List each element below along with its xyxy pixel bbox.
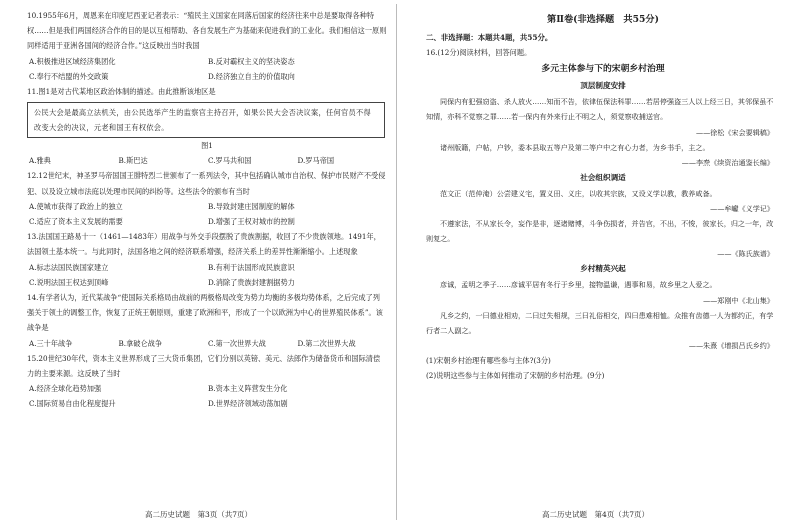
- option-c: C.说明法国王权达到顶峰: [29, 277, 109, 287]
- options-row: [27, 153, 387, 168]
- option-b: B.导致封建庄园制度的解体: [208, 201, 295, 211]
- options-row: [27, 54, 387, 69]
- option-d: D.第二次世界大战: [297, 338, 356, 348]
- option-c: C.奉行不结盟的外交政策: [29, 71, 109, 81]
- option-d: D.世界经济领域动荡加剧: [208, 399, 288, 409]
- question-16-intro: 16.(12分)阅读材料，回答问题。: [426, 48, 532, 57]
- option-b: B.拿破仑战争: [118, 338, 163, 348]
- options-row: [27, 199, 387, 214]
- question-15: [27, 351, 387, 412]
- question-11: [27, 84, 387, 168]
- material-text: 同保内有犯强窃盗、杀人放火……知而不告，依律伍保法科罪……若居停强盗三人以上经三日，其邻保虽不知情，亦科不觉察之罪……若一保内有外来行止不明之人，须觉察收捕送官。: [426, 97, 774, 122]
- material-title: 多元主体参与下的宋朝乡村治理: [541, 64, 665, 75]
- material-source: ——牟巘《义学记》: [710, 204, 774, 214]
- section-heading: 二、非选择题：本题共4题，共55分。: [426, 33, 553, 42]
- option-b: B.反对霸权主义的坚决姿态: [208, 56, 295, 66]
- option-a: A.经济全球化趋势加强: [29, 384, 102, 394]
- block-subtitle: 乡村精英兴起: [580, 264, 626, 274]
- figure-label: 图1: [201, 141, 213, 151]
- page-footer: 高二历史试题 第3页（共7页）: [144, 510, 253, 519]
- block-social-org: [426, 170, 780, 262]
- options-row: [27, 260, 387, 275]
- options-row: [27, 336, 387, 351]
- options-row: [27, 396, 387, 411]
- material-text: 凡乡之约，一曰德业相劝，二曰过失相规，三曰礼俗相交，四曰患难相恤。众推有齿德一人为都约正，有学行者二人副之。: [426, 310, 774, 335]
- option-b: B.资本主义阵营发生分化: [208, 384, 288, 394]
- option-c: C.罗马共和国: [208, 156, 252, 166]
- option-c: C.国际贸易自由化程度提升: [29, 399, 116, 409]
- sub-question-1: (1)宋朝乡村治理有哪些参与主体?(3分): [426, 356, 551, 366]
- options-row: [27, 69, 387, 84]
- block-subtitle: 顶层制度安排: [580, 81, 626, 91]
- material-text: 彦诚，孟明之季子……彦诚平居有冬行于乡里，接物温谦，遇事和易，故乡里之人爱之。: [440, 280, 717, 290]
- option-d: D.消除了贵族封建割据势力: [208, 277, 295, 287]
- page-footer: 高二历史试题 第4页（共7页）: [541, 510, 650, 519]
- option-d: D.增强了王权对城市的控制: [208, 217, 295, 227]
- question-stem: 12.12世纪末，神圣罗马帝国国王腓特烈二世颁布了一系列法令，其中包括确认城市自治权、保护市民财产不受侵犯、以及设立城市法庭以处理市民间的纠纷等。这些法令的颁布有当时: [27, 171, 386, 196]
- block-rural-elite: [426, 261, 780, 353]
- option-d: D.经济独立自主的价值取向: [208, 71, 295, 81]
- figure-1-quote-box: 公民大会是最高立法机关，由公民选举产生的监察官主持召开，如果公民大会否决议案，任何官员不得改变大会的决议，元老和国王有权依会。: [27, 102, 385, 138]
- options-row: [27, 214, 387, 229]
- question-14: [27, 290, 387, 351]
- option-b: B.斯巴达: [118, 156, 148, 166]
- sub-question-2: (2)说明这些参与主体如何推动了宋朝的乡村治理。(9分): [426, 371, 605, 381]
- options-row: [27, 381, 387, 396]
- question-stem: 13.法国国王路易十一（1461—1483年）用战争与外交手段摆脱了贵族割据，收回了不少贵族领地。1491年，法国领土基本统一。与此同时，法国各地之间的经济联系增强，经济关系上的差异性渐渐缩小。上述现象: [27, 232, 381, 257]
- question-13: [27, 229, 387, 290]
- question-10: [27, 8, 387, 84]
- right-page: [397, 0, 794, 524]
- question-stem: 15.20世纪30年代，资本主义世界形成了三大货币集团，它们分别以英镑、美元、法郎作为储备货币和国际清偿力的主要来源。这反映了当时: [27, 353, 381, 379]
- question-stem: 10.1955年6月，周恩来在印度尼西亚记者表示：“殖民主义国家在同落后国家的经济往来中总是要取得各种特权……但是我们两国经济合作的目的是以互相帮助、各自发展生产为基础来促进我们的工业化。我们相信这一原则同样适用于亚洲各国间的经济合作。”这反映出当时我国: [27, 11, 387, 51]
- question-stem: 14.有学者认为，近代某战争“使国际关系格局由战前的两极格局改变为势力均衡的多极均势体系，之后完成了列强关于领土的调整工作，恢复了正统王朝原则，重建了欧洲和平，形成了一个以欧洲为中心的世界殖民体系”。该战争是: [27, 293, 383, 333]
- question-stem: 11.图1是对古代某地区政治体制的描述。由此推断该地区是: [27, 87, 216, 97]
- material-source: ——《陈氏族谱》: [717, 249, 774, 259]
- material-source: ——徐松《宋会要辑稿》: [695, 127, 774, 137]
- material-text: 范文正（范仲淹）公尝建义宅，置义田、义庄，以收其宗族，又设义学以教，教养咸备。: [440, 188, 717, 198]
- material-text: 不遵家法，不从家长令，妄作是非，逐诸赌博，斗争伤损者，并告官，不出，不悛，彼家长，归之一年，改则复之。: [426, 219, 774, 244]
- option-a: A.三十年战争: [29, 338, 73, 348]
- block-top-level: [426, 78, 780, 170]
- material-source: ——李焘《续资治通鉴长编》: [681, 157, 774, 167]
- block-subtitle: 社会组织调适: [580, 172, 626, 182]
- option-a: A.标志法国民族国家建立: [29, 262, 109, 272]
- question-12: [27, 168, 387, 229]
- option-a: A.雅典: [29, 156, 51, 166]
- material-source: ——郑刚中《北山集》: [703, 295, 774, 305]
- part-title: 第Ⅱ卷(非选择题 共55分): [547, 14, 659, 25]
- material-source: ——朱熹《增损吕氏乡约》: [688, 341, 774, 351]
- material-text: 诸州版籍，户帖，户钞，委本县取五等户及第二等户中之有心力者，为乡书手，主之。: [440, 142, 710, 152]
- option-c: C.适应了资本主义发展的需要: [29, 217, 123, 227]
- option-b: B.有利于法国形成民族意识: [208, 262, 295, 272]
- option-a: A.积极推进区域经济集团化: [29, 56, 116, 66]
- option-d: D.罗马帝国: [297, 156, 335, 166]
- option-a: A.使城市获得了政治上的独立: [29, 201, 123, 211]
- option-c: C.第一次世界大战: [208, 338, 266, 348]
- options-row: [27, 275, 387, 290]
